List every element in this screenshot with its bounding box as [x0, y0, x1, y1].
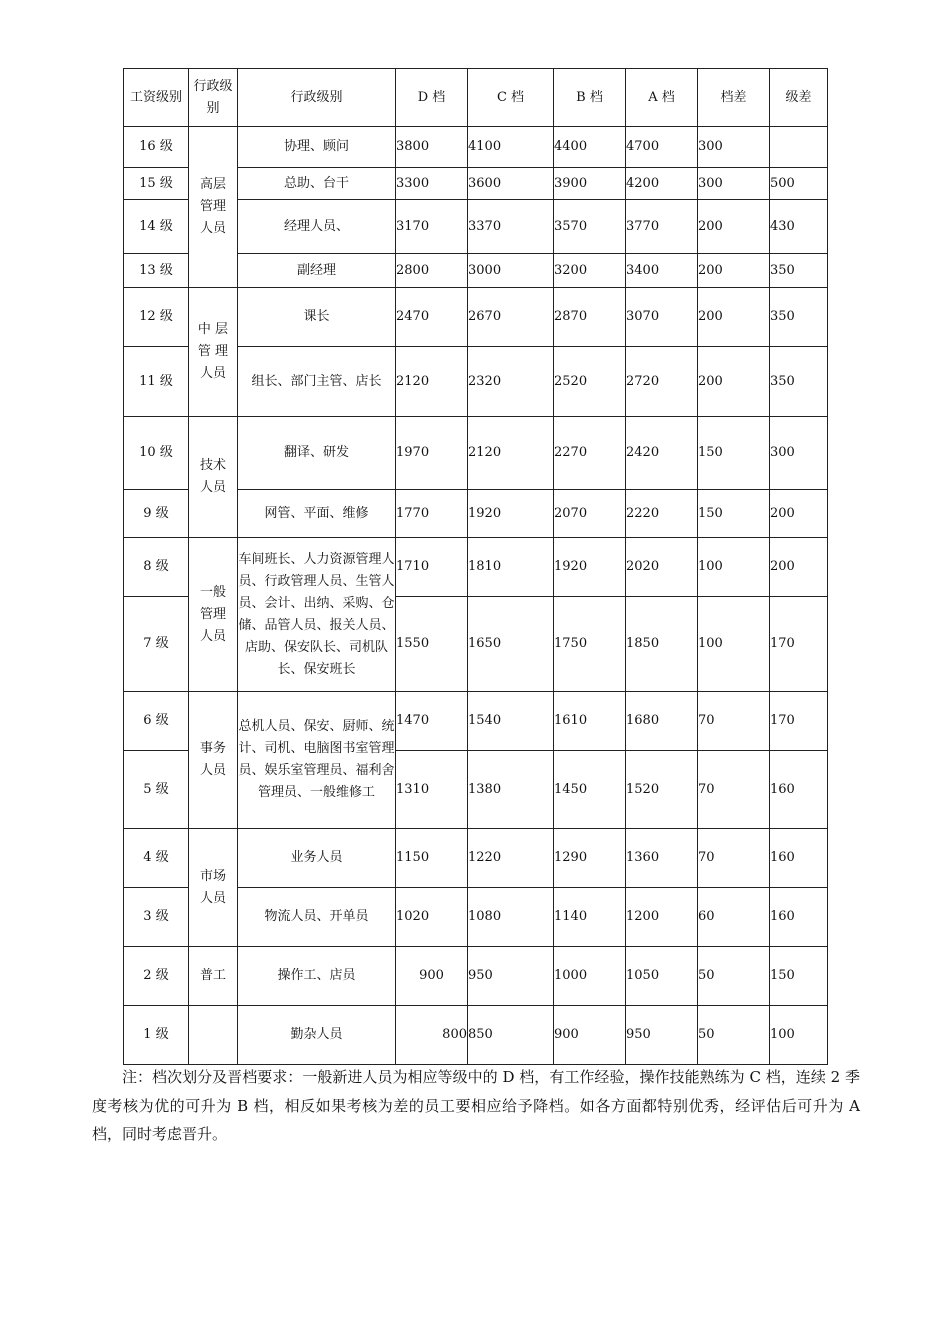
b-cell: 1140: [554, 888, 626, 947]
b-cell: 2870: [554, 288, 626, 347]
group-general: 一般管理人员: [189, 538, 238, 692]
level-cell: 300: [770, 417, 828, 490]
c-cell: 3370: [468, 200, 554, 254]
grade-cell: 12 级: [124, 288, 189, 347]
grade-cell: 3 级: [124, 888, 189, 947]
d-cell: 1770: [396, 490, 468, 538]
table-row: [124, 1006, 828, 1065]
header-salary-grade: 工资级别: [124, 69, 189, 127]
group-senior: 高层管理人员: [189, 127, 238, 288]
position-cell: 翻译、研发: [238, 417, 396, 490]
c-cell: 1540: [468, 692, 554, 751]
a-cell: 2220: [626, 490, 698, 538]
a-cell: 4700: [626, 127, 698, 168]
position-cell: 总助、台干: [238, 168, 396, 200]
a-cell: 1200: [626, 888, 698, 947]
grade-cell: 9 级: [124, 490, 189, 538]
b-cell: 2520: [554, 347, 626, 417]
position-cell: 协理、顾问: [238, 127, 396, 168]
b-cell: 3900: [554, 168, 626, 200]
a-cell: 1680: [626, 692, 698, 751]
b-cell: 3570: [554, 200, 626, 254]
step-cell: 70: [698, 751, 770, 829]
position-cell: 勤杂人员: [238, 1006, 396, 1065]
b-cell: 2270: [554, 417, 626, 490]
group-clerical: 事务人员: [189, 692, 238, 829]
b-cell: 3200: [554, 254, 626, 288]
a-cell: 3400: [626, 254, 698, 288]
grade-cell: 11 级: [124, 347, 189, 417]
grade-cell: 2 级: [124, 947, 189, 1006]
position-cell: 组长、部门主管、店长: [238, 347, 396, 417]
a-cell: 950: [626, 1006, 698, 1065]
a-cell: 1850: [626, 597, 698, 692]
level-cell: 160: [770, 888, 828, 947]
group-tech: 技术人员: [189, 417, 238, 538]
grade-cell: 13 级: [124, 254, 189, 288]
table-row: [124, 829, 828, 888]
step-cell: 200: [698, 254, 770, 288]
header-admin-level-position: 行政级别: [238, 69, 396, 127]
c-cell: 1810: [468, 538, 554, 597]
b-cell: 1750: [554, 597, 626, 692]
c-cell: 3000: [468, 254, 554, 288]
header-level-diff: 级差: [770, 69, 828, 127]
d-cell: 1470: [396, 692, 468, 751]
d-cell: 900: [396, 947, 468, 1006]
step-cell: 100: [698, 538, 770, 597]
c-cell: 2670: [468, 288, 554, 347]
level-cell: 170: [770, 597, 828, 692]
header-grade-c: C 档: [468, 69, 554, 127]
header-grade-b: B 档: [554, 69, 626, 127]
grade-cell: 5 级: [124, 751, 189, 829]
header-grade-a: A 档: [626, 69, 698, 127]
b-cell: 1290: [554, 829, 626, 888]
step-cell: 200: [698, 200, 770, 254]
step-cell: 200: [698, 288, 770, 347]
a-cell: 2020: [626, 538, 698, 597]
grade-cell: 15 级: [124, 168, 189, 200]
c-cell: 4100: [468, 127, 554, 168]
d-cell: 1150: [396, 829, 468, 888]
step-cell: 150: [698, 490, 770, 538]
a-cell: 1050: [626, 947, 698, 1006]
table-row: [124, 417, 828, 490]
position-cell: 业务人员: [238, 829, 396, 888]
c-cell: 850: [468, 1006, 554, 1065]
position-cell: 物流人员、开单员: [238, 888, 396, 947]
a-cell: 2720: [626, 347, 698, 417]
a-cell: 2420: [626, 417, 698, 490]
level-cell: 170: [770, 692, 828, 751]
grade-cell: 10 级: [124, 417, 189, 490]
d-cell: 3170: [396, 200, 468, 254]
a-cell: 3070: [626, 288, 698, 347]
footnote-paragraph: 注：档次划分及晋档要求：一般新进人员为相应等级中的 D 档，有工作经验，操作技能熟练为 C 档，连续 2 季度考核为优的可升为 B 档，相反如果考核为差的员工要相应给予降档。如各方面都特别优秀，经评估后可升为 A 档，同时考虑晋升。: [92, 1068, 860, 1143]
level-cell: 200: [770, 538, 828, 597]
level-cell: [770, 127, 828, 168]
b-cell: 1000: [554, 947, 626, 1006]
grade-cell: 8 级: [124, 538, 189, 597]
b-cell: 1920: [554, 538, 626, 597]
c-cell: 1920: [468, 490, 554, 538]
header-admin-level: 行政级别: [189, 69, 238, 127]
position-cell: 课长: [238, 288, 396, 347]
c-cell: 2320: [468, 347, 554, 417]
grade-cell: 16 级: [124, 127, 189, 168]
step-cell: 70: [698, 829, 770, 888]
step-cell: 150: [698, 417, 770, 490]
level-cell: 430: [770, 200, 828, 254]
step-cell: 70: [698, 692, 770, 751]
c-cell: 1080: [468, 888, 554, 947]
grade-cell: 7 级: [124, 597, 189, 692]
header-step-diff: 档差: [698, 69, 770, 127]
table-header-row: [124, 69, 828, 127]
step-cell: 50: [698, 947, 770, 1006]
c-cell: 1220: [468, 829, 554, 888]
position-cell-merged: 车间班长、人力资源管理人员、行政管理人员、生管人员、会计、出纳、采购、仓储、品管人员、报关人员、店助、保安队长、司机队长、保安班长: [238, 538, 396, 692]
level-cell: 350: [770, 288, 828, 347]
step-cell: 60: [698, 888, 770, 947]
level-cell: 150: [770, 947, 828, 1006]
d-cell: 1970: [396, 417, 468, 490]
table-row: [124, 692, 828, 751]
a-cell: 3770: [626, 200, 698, 254]
table-row: [124, 288, 828, 347]
d-cell: 1710: [396, 538, 468, 597]
step-cell: 300: [698, 127, 770, 168]
level-cell: 160: [770, 829, 828, 888]
d-cell: 2120: [396, 347, 468, 417]
level-cell: 200: [770, 490, 828, 538]
level-cell: 100: [770, 1006, 828, 1065]
position-cell: 网管、平面、维修: [238, 490, 396, 538]
level-cell: 350: [770, 254, 828, 288]
table-row: [124, 538, 828, 597]
b-cell: 1610: [554, 692, 626, 751]
d-cell: 2470: [396, 288, 468, 347]
d-cell: 2800: [396, 254, 468, 288]
c-cell: 1650: [468, 597, 554, 692]
c-cell: 950: [468, 947, 554, 1006]
d-cell: 1550: [396, 597, 468, 692]
step-cell: 100: [698, 597, 770, 692]
step-cell: 50: [698, 1006, 770, 1065]
c-cell: 1380: [468, 751, 554, 829]
group-market: 市场人员: [189, 829, 238, 947]
b-cell: 900: [554, 1006, 626, 1065]
grade-cell: 14 级: [124, 200, 189, 254]
step-cell: 200: [698, 347, 770, 417]
a-cell: 1360: [626, 829, 698, 888]
a-cell: 4200: [626, 168, 698, 200]
d-cell: 3800: [396, 127, 468, 168]
level-cell: 160: [770, 751, 828, 829]
level-cell: 500: [770, 168, 828, 200]
b-cell: 2070: [554, 490, 626, 538]
position-cell: 操作工、店员: [238, 947, 396, 1006]
group-empty: [189, 1006, 238, 1065]
position-cell: 副经理: [238, 254, 396, 288]
salary-grade-table: [123, 68, 828, 1065]
group-middle: 中 层管 理人员: [189, 288, 238, 417]
table-row: [124, 127, 828, 168]
grade-cell: 1 级: [124, 1006, 189, 1065]
b-cell: 4400: [554, 127, 626, 168]
c-cell: 2120: [468, 417, 554, 490]
group-worker: 普工: [189, 947, 238, 1006]
grade-cell: 6 级: [124, 692, 189, 751]
step-cell: 300: [698, 168, 770, 200]
c-cell: 3600: [468, 168, 554, 200]
position-cell-merged: 总机人员、保安、厨师、统计、司机、电脑图书室管理员、娱乐室管理员、福利舍管理员、一般维修工: [238, 692, 396, 829]
table-row: [124, 947, 828, 1006]
header-grade-d: D 档: [396, 69, 468, 127]
d-cell: 800: [396, 1006, 468, 1065]
d-cell: 1020: [396, 888, 468, 947]
d-cell: 1310: [396, 751, 468, 829]
grade-cell: 4 级: [124, 829, 189, 888]
level-cell: 350: [770, 347, 828, 417]
d-cell: 3300: [396, 168, 468, 200]
a-cell: 1520: [626, 751, 698, 829]
position-cell: 经理人员、: [238, 200, 396, 254]
b-cell: 1450: [554, 751, 626, 829]
